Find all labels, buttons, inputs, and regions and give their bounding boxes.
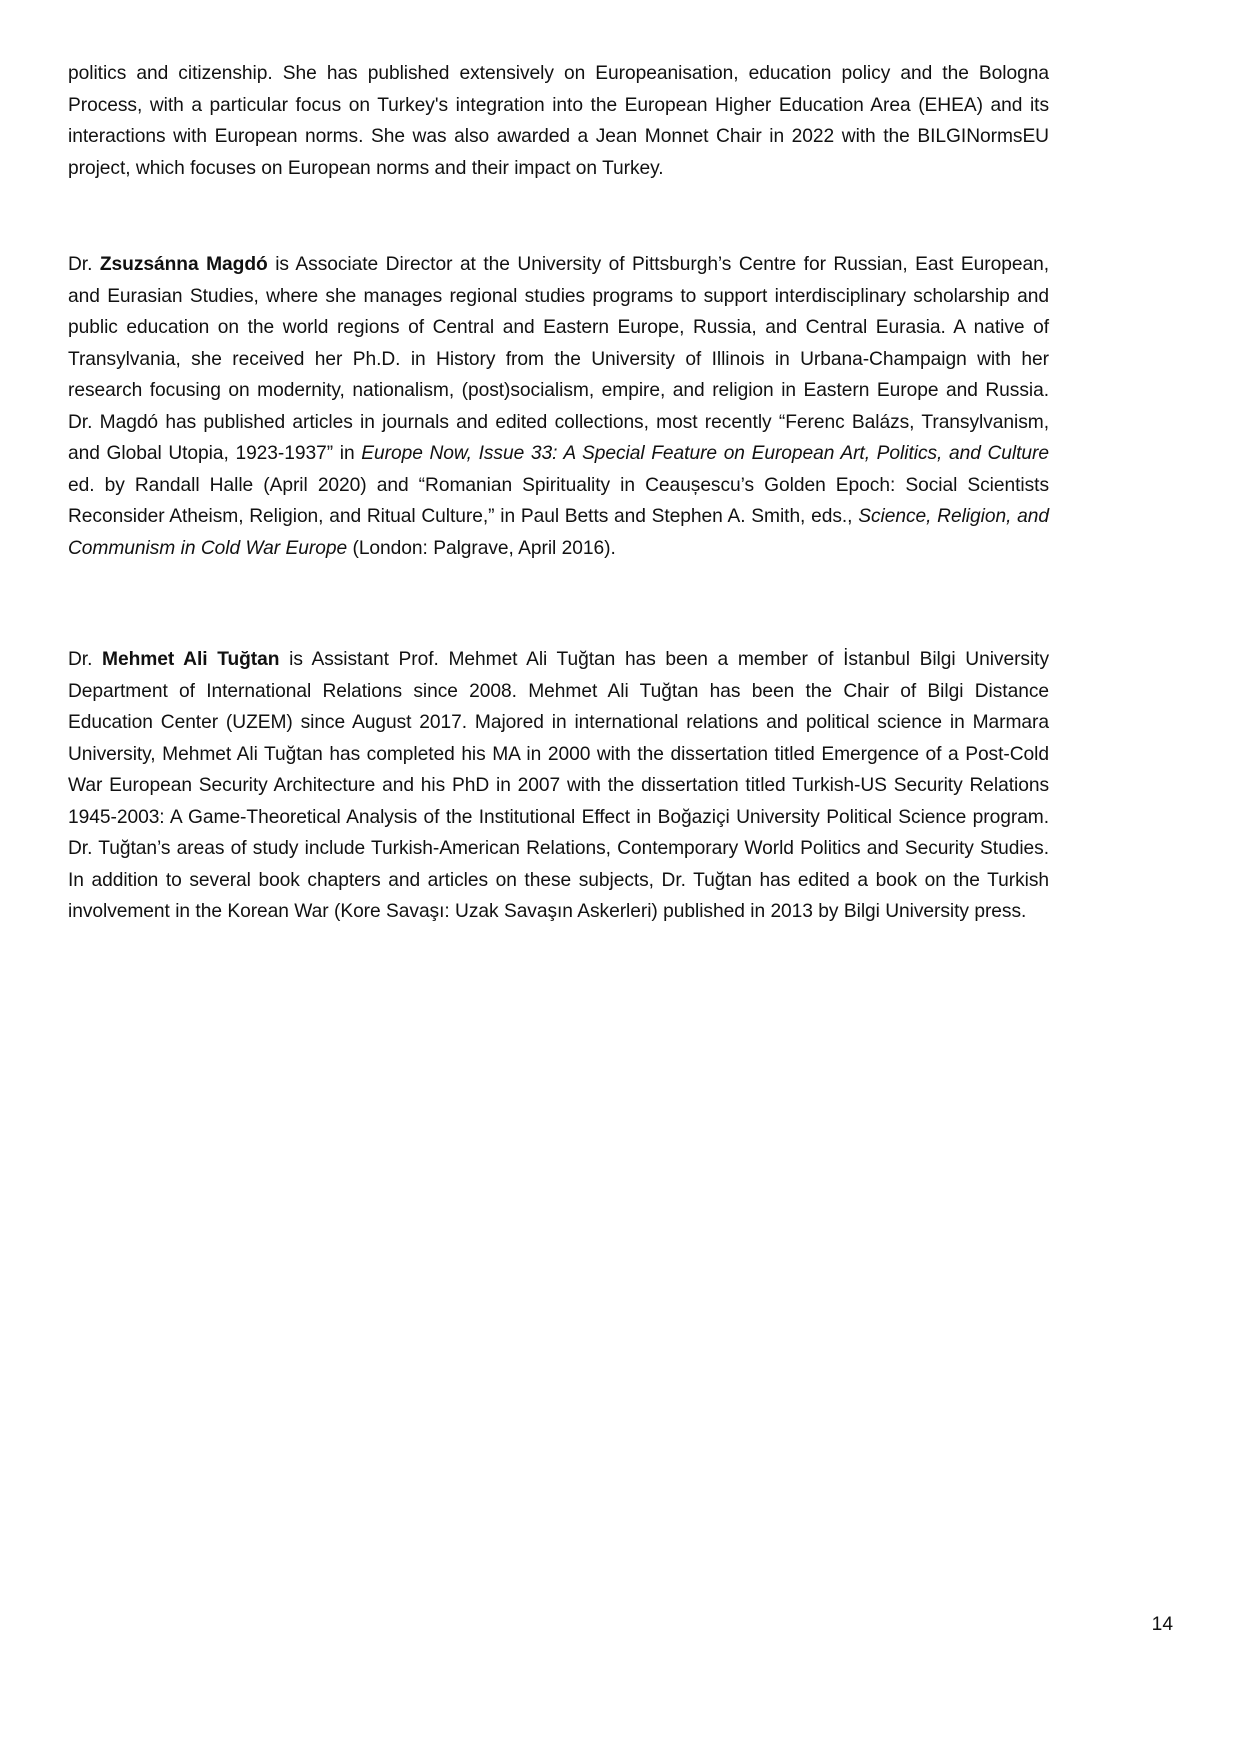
publication-title-europe-now: Europe Now, Issue 33: A Special Feature on European Art, Politics, and Culture bbox=[361, 443, 1049, 464]
text-run: ed. by Randall Halle (April 2020) and “Romanian Spirituality in Ceaușescu’s Golden Epoch: Social Scientists Reconsider Atheism, Religion, and Ritual Culture,” in Paul Betts and Stephen A. Smith, eds., bbox=[68, 474, 1049, 527]
text-run: (London: Palgrave, April 2016). bbox=[347, 537, 616, 559]
text-run: is Assistant Prof. Mehmet Ali Tuğtan has been a member of İstanbul Bilgi University Department of International Relations since 2008. Mehmet Ali Tuğtan has been the Chair of Bilgi Distance Education Center (UZEM) since August 2017. Majored in international relations and political science in Marmara University, Mehmet Ali Tuğtan has completed his MA in 2000 with the dissertation titled Emergence of a Post-Cold War European Security Architecture and his PhD in 2007 with the dissertation titled Turkish-US Security Relations 1945-2003: A Game-Theoretical Analysis of the Institutional Effect in Boğaziçi University Political Science program. Dr. Tuğtan’s areas of study include Turkish-American Relations, Contemporary World Politics and Security Studies. In addition to several book chapters and articles on these subjects, Dr. Tuğtan has edited a book on the Turkish involvement in the Korean War (Kore Savaşı: Uzak Savaşın Askerleri) published in 2013 by Bilgi University press. bbox=[68, 649, 1049, 922]
text-run: Dr. bbox=[68, 649, 103, 670]
publication-title-science-religion-communism: Science, Religion, and Communism in Cold War Europe bbox=[68, 506, 1050, 559]
text-run: politics and citizenship. She has published extensively on Europeanisation, education policy and the Bologna Process, with a particular focus on Turkey's integration into the European Higher Education Area (EHEA) and its interactions with European norms. She was also awarded a Jean Monnet Chair in 2022 with the BILGINormsEU project, which focuses on European norms and their impact on Turkey. bbox=[68, 63, 1049, 179]
paragraph-mehmet-ali-tugtan bbox=[68, 644, 1049, 928]
person-name-mehmet-ali-tugtan: Mehmet Ali Tuğtan bbox=[102, 649, 280, 670]
paragraph-zsuzsanna-magdo bbox=[68, 249, 1049, 564]
text-run: Dr. bbox=[68, 254, 100, 275]
paragraph-europeanisation bbox=[68, 58, 1049, 184]
page-number: 14 bbox=[1151, 1614, 1173, 1635]
person-name-zsuzsanna-magdo: Zsuzsánna Magdó bbox=[99, 254, 268, 275]
text-run: is Associate Director at the University of Pittsburgh’s Centre for Russian, East European, and Eurasian Studies, where she manages regional studies programs to support interdisciplinary scholarship and public education on the world regions of Central and Eastern Europe, Russia, and Central Eurasia. A native of Transylvania, she received her Ph.D. in History from the University of Illinois in Urbana-Champaign with her research focusing on modernity, nationalism, (post)socialism, empire, and religion in Eastern Europe and Russia. Dr. Magdó has published articles in journals and edited collections, most recently “Ferenc Balázs, Transylvanism, and Global Utopia, 1923-1937” in bbox=[68, 254, 1049, 464]
page-body bbox=[68, 58, 1049, 928]
